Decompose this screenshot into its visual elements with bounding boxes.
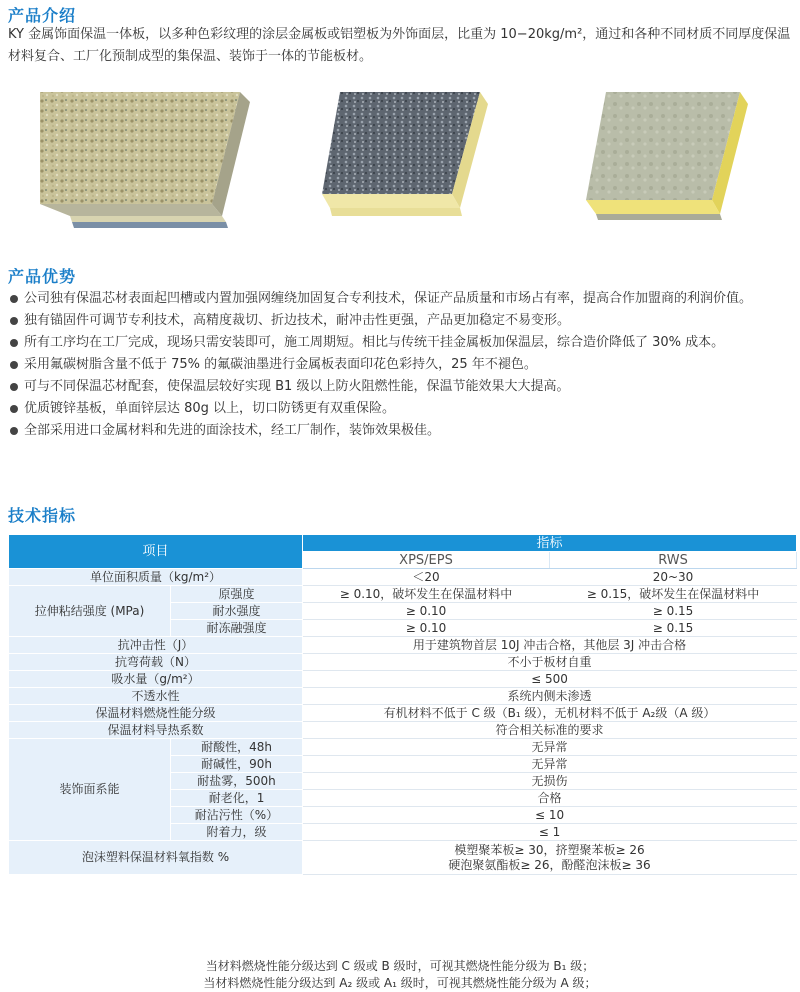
cell-value: 符合相关标准的要求 <box>303 722 797 739</box>
sample-board-2 <box>322 92 488 216</box>
row-label: 泡沫塑料保温材料氧指数 % <box>9 841 303 875</box>
cell-value: 无损伤 <box>303 773 797 790</box>
cell-value: 用于建筑物首层 10J 冲击合格，其他层 3J 冲击合格 <box>303 637 797 654</box>
cell-value: 无异常 <box>303 739 797 756</box>
bullet-icon <box>10 295 18 303</box>
cell-value: ≥ 0.10，破坏发生在保温材料中 <box>303 586 550 603</box>
list-item: 所有工序均在工厂完成，现场只需安装即可，施工周期短。相比与传统干挂金属板加保温层，综合造价降低了 30% 成本。 <box>8 332 796 354</box>
bullet-icon <box>10 339 18 347</box>
table-row <box>9 637 797 654</box>
footnote-2: 当材料燃烧性能分级达到 A₂ 级或 A₁ 级时，可视其燃烧性能分级为 A 级； <box>203 976 597 990</box>
table-row <box>9 586 797 603</box>
row-sublabel: 原强度 <box>171 586 303 603</box>
row-sublabel: 耐酸性，48h <box>171 739 303 756</box>
row-sublabel: 附着力，级 <box>171 824 303 841</box>
list-item: 全部采用进口金属材料和先进的面涂技术，经工厂制作，装饰效果极佳。 <box>8 420 796 442</box>
sample-board-1 <box>40 92 250 228</box>
bullet-icon <box>10 405 18 413</box>
cell-value: ≥ 0.10 <box>303 620 550 637</box>
row-label: 不透水性 <box>9 688 303 705</box>
header-col-xps: XPS/EPS <box>303 552 550 569</box>
oxygen-line-2: 硬泡聚氨酯板≥ 26，酚醛泡沫板≥ 36 <box>448 857 651 872</box>
bullet-icon <box>10 383 18 391</box>
cell-value: ＜20 <box>303 569 550 586</box>
cell-value: ≥ 0.15 <box>550 620 797 637</box>
product-samples <box>0 88 800 248</box>
row-sublabel: 耐冻融强度 <box>171 620 303 637</box>
row-label: 单位面积质量（kg/m²） <box>9 569 303 586</box>
row-label: 拉伸粘结强度 (MPa) <box>9 586 171 637</box>
table-row <box>9 841 797 875</box>
advantages-list <box>8 288 796 442</box>
header-index: 指标 <box>303 535 797 552</box>
row-label: 保温材料导热系数 <box>9 722 303 739</box>
cell-value: ≥ 0.10 <box>303 603 550 620</box>
section-title-advantages: 产品优势 <box>8 267 77 286</box>
spec-table <box>8 534 797 875</box>
row-sublabel: 耐盐雾，500h <box>171 773 303 790</box>
cell-value: 有机材料不低于 C 级（B₁ 级），无机材料不低于 A₂级（A 级） <box>303 705 797 722</box>
cell-value: 合格 <box>303 790 797 807</box>
table-row <box>9 688 797 705</box>
sample-board-3 <box>586 92 748 220</box>
cell-value: ≤ 1 <box>303 824 797 841</box>
row-sublabel: 耐沾污性（%） <box>171 807 303 824</box>
cell-value: 无异常 <box>303 756 797 773</box>
table-row <box>9 739 797 756</box>
header-item: 项目 <box>9 535 303 569</box>
table-row <box>9 722 797 739</box>
list-item: 优质镀锌基板，单面锌层达 80g 以上，切口防锈更有双重保险。 <box>8 398 796 420</box>
cell-value-oxygen <box>303 841 797 875</box>
table-row <box>9 671 797 688</box>
table-row <box>9 654 797 671</box>
section-title-tech: 技术指标 <box>8 506 77 525</box>
row-label: 抗弯荷载（N） <box>9 654 303 671</box>
footnote-1: 当材料燃烧性能分级达到 C 级或 B 级时，可视其燃烧性能分级为 B₁ 级； <box>205 959 595 973</box>
row-sublabel: 耐老化，1 <box>171 790 303 807</box>
cell-value: ≤ 10 <box>303 807 797 824</box>
oxygen-line-1: 模塑聚苯板≥ 30，挤塑聚苯板≥ 26 <box>454 842 645 857</box>
cell-value: ≤ 500 <box>303 671 797 688</box>
bullet-icon <box>10 317 18 325</box>
bullet-icon <box>10 361 18 369</box>
intro-text: KY 金属饰面保温一体板，以多种色彩纹理的涂层金属板或铝塑板为外饰面层，比重为 10−20kg/m²，通过和各种不同材质不同厚度保温材料复合、工厂化预制成型的集保温、装饰于一体的节能板材。 <box>8 27 791 64</box>
section-title-intro: 产品介绍 <box>8 6 77 25</box>
row-label: 抗冲击性（J） <box>9 637 303 654</box>
list-item: 可与不同保温芯材配套，使保温层较好实现 B1 级以上防火阻燃性能，保温节能效果大大提高。 <box>8 376 796 398</box>
cell-value: ≥ 0.15，破坏发生在保温材料中 <box>550 586 797 603</box>
cell-value: 不小于板材自重 <box>303 654 797 671</box>
header-col-rws: RWS <box>550 552 797 569</box>
table-row <box>9 705 797 722</box>
bullet-icon <box>10 427 18 435</box>
list-item: 独有锚固件可调节专利技术，高精度裁切、折边技术，耐冲击性更强，产品更加稳定不易变形。 <box>8 310 796 332</box>
cell-value: 20~30 <box>550 569 797 586</box>
row-sublabel: 耐碱性，90h <box>171 756 303 773</box>
row-label: 吸水量（g/m²） <box>9 671 303 688</box>
list-item: 公司独有保温芯材表面起凹槽或内置加强网缠绕加固复合专利技术，保证产品质量和市场占有率，提高合作加盟商的利润价值。 <box>8 288 796 310</box>
row-sublabel: 耐水强度 <box>171 603 303 620</box>
list-item: 采用氟碳树脂含量不低于 75% 的氟碳油墨进行金属板表面印花色彩持久，25 年不褪色。 <box>8 354 796 376</box>
row-label: 装饰面系能 <box>9 739 171 841</box>
cell-value: ≥ 0.15 <box>550 603 797 620</box>
cell-value: 系统内侧未渗透 <box>303 688 797 705</box>
row-label: 保温材料燃烧性能分级 <box>9 705 303 722</box>
table-row <box>9 569 797 586</box>
